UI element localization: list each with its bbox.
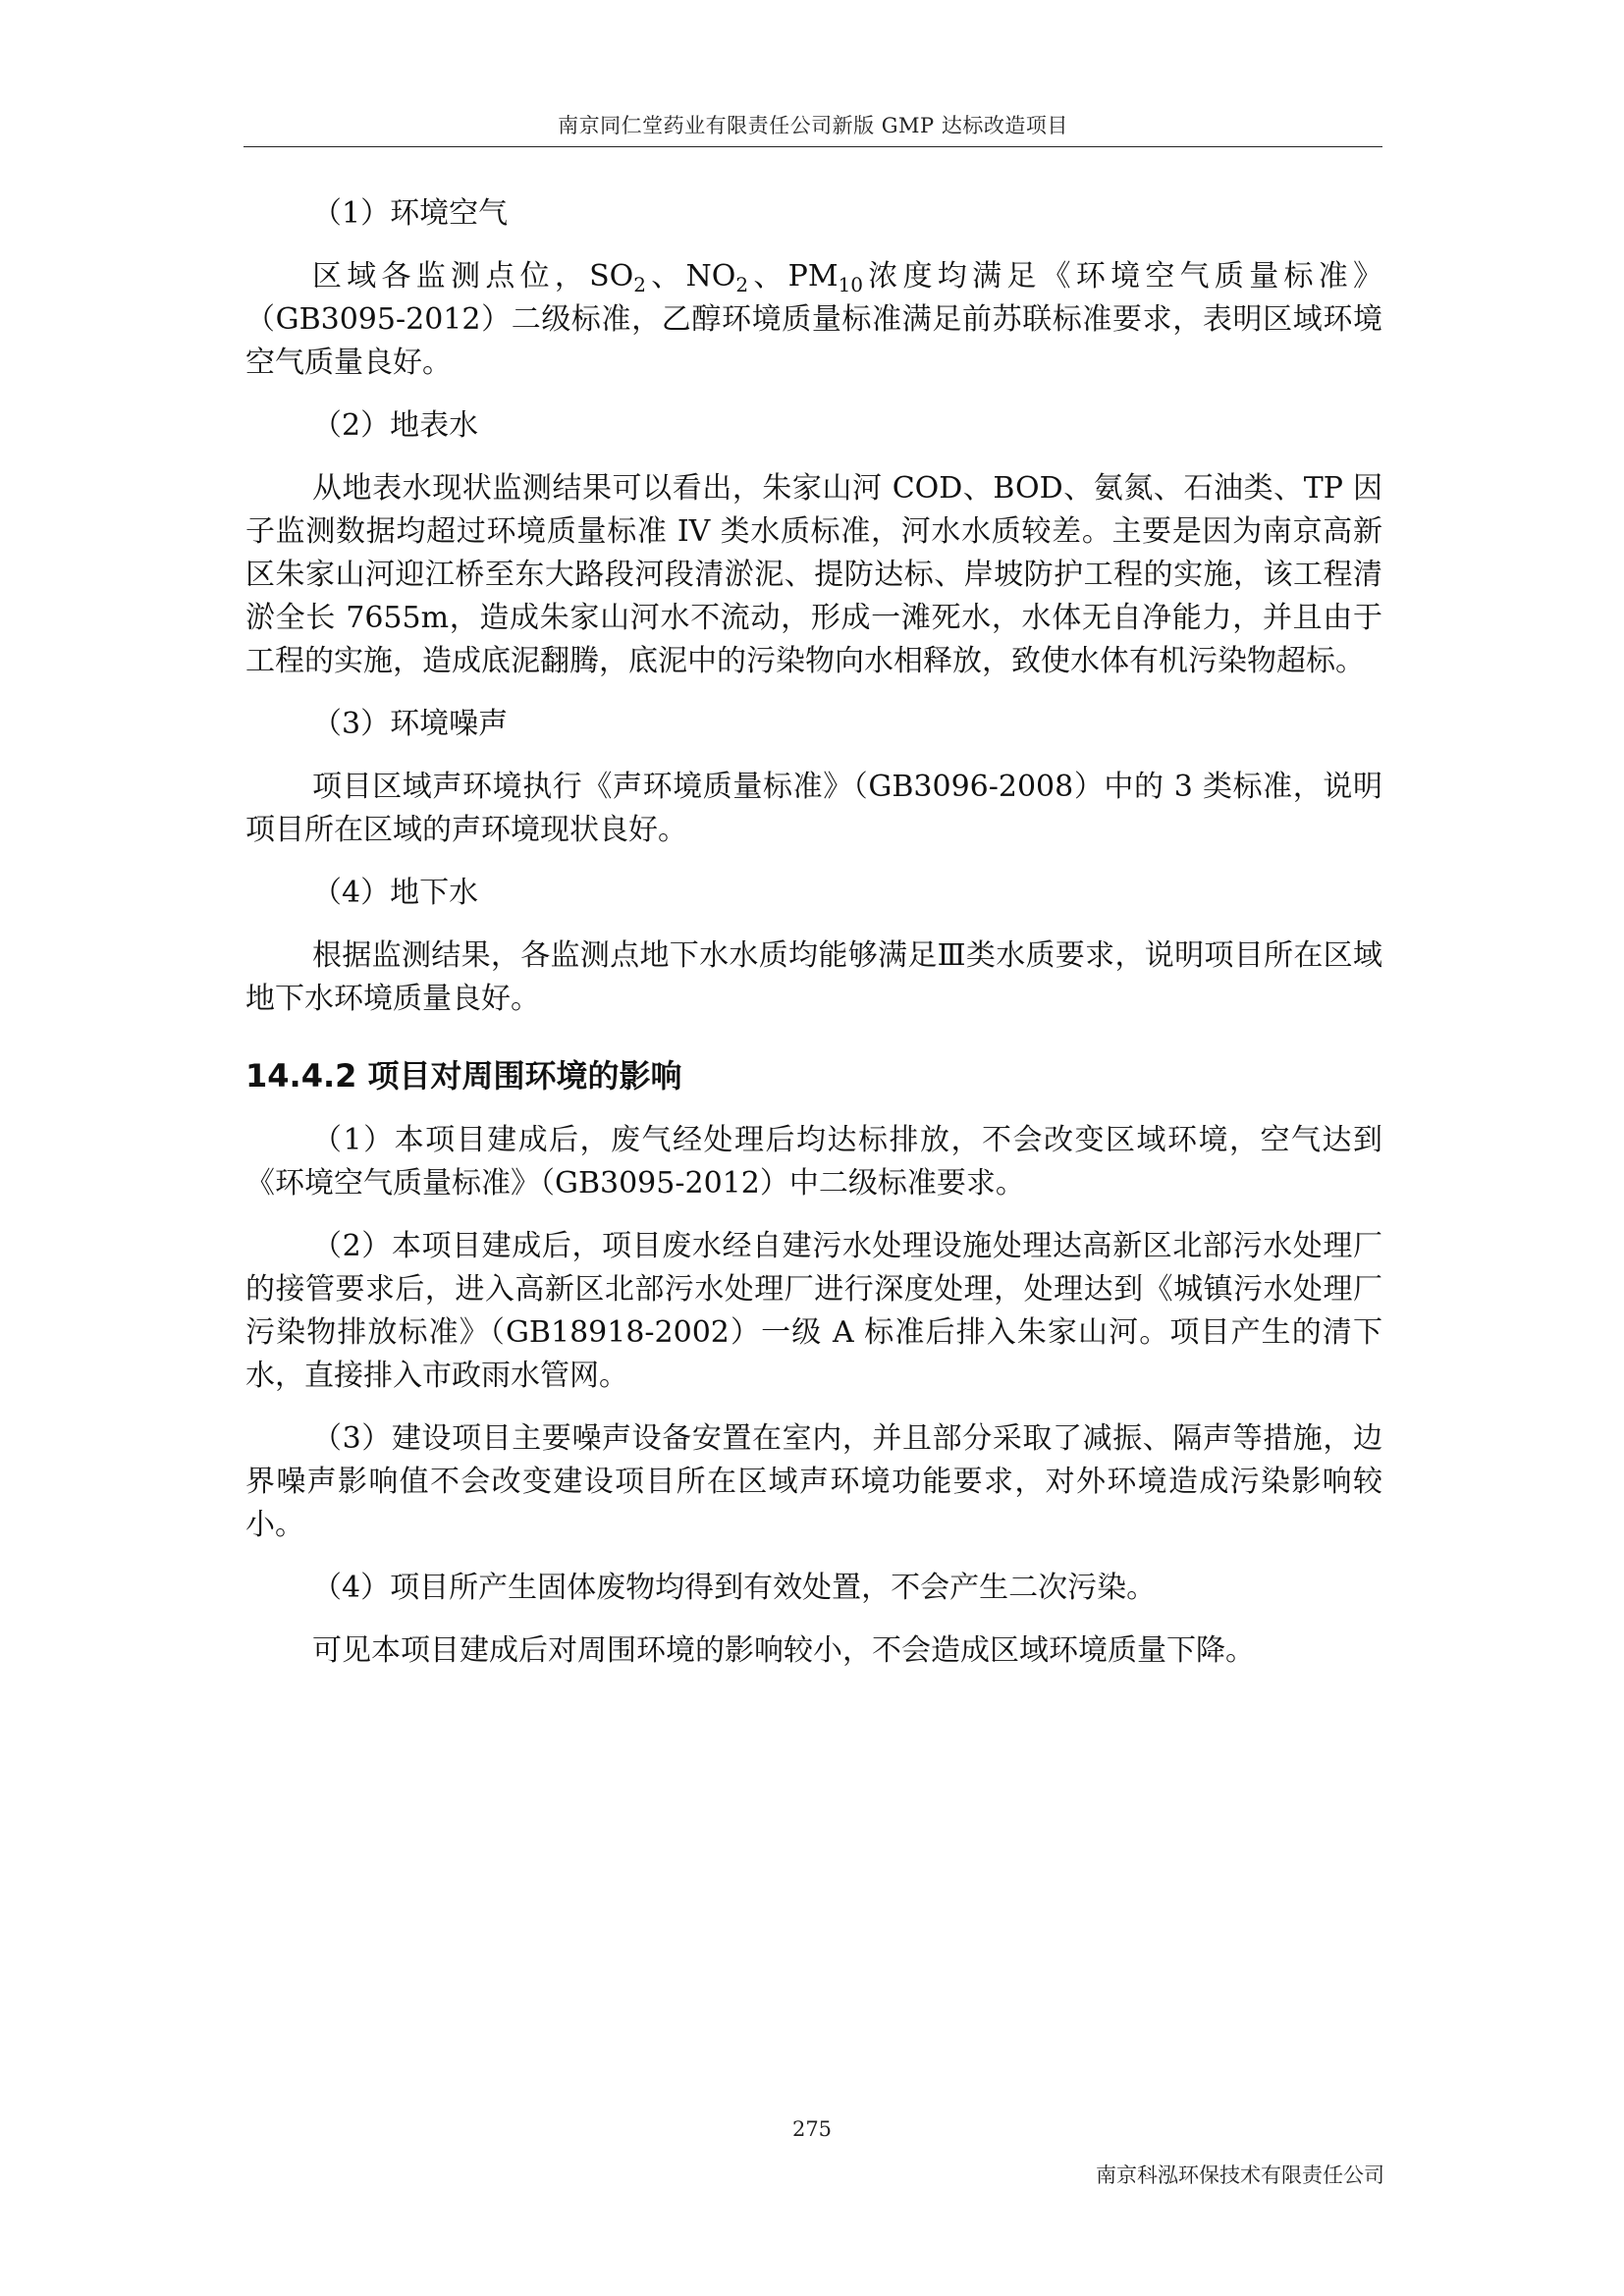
- groundwater-paragraph: 根据监测结果，各监测点地下水水质均能够满足Ⅲ类水质要求，说明项目所在区域地下水环境质量良好。: [245, 938, 1382, 1016]
- document-body: [245, 192, 1382, 1692]
- impact-waste-paragraph: （4）项目所产生固体废物均得到有效处置，不会产生二次污染。: [312, 1571, 1157, 1605]
- pm10-subscript: 10: [838, 273, 864, 296]
- groundwater-heading: （4）地下水: [312, 876, 479, 910]
- noise-heading: （3）环境噪声: [312, 707, 509, 741]
- air-text-pre: 区域各监测点位，SO: [312, 259, 634, 294]
- air-heading: （1）环境空气: [312, 196, 509, 231]
- so2-subscript: 2: [633, 273, 647, 296]
- air-text-mid2: 、PM: [748, 259, 839, 294]
- impact-air-paragraph: （1）本项目建成后，废气经处理后均达标排放，不会改变区域环境，空气达到《环境空气质量标准》（GB3095-2012）中二级标准要求。: [245, 1123, 1382, 1201]
- impact-water-paragraph: （2）本项目建成后，项目废水经自建污水处理设施处理达高新区北部污水处理厂的接管要求后，进入高新区北部污水处理厂进行深度处理，处理达到《城镇污水处理厂污染物排放标准》（GB18918-2002）一级 A 标准后排入朱家山河。项目产生的清下水，直接排入市政雨水管网。: [245, 1229, 1382, 1393]
- noise-paragraph: 项目区域声环境执行《声环境质量标准》（GB3096-2008）中的 3 类标准，说明项目所在区域的声环境现状良好。: [245, 770, 1382, 847]
- air-text-post: 浓度均满足《环境空气质量标准》（GB3095-2012）二级标准，乙醇环境质量标准满足前苏联标准要求，表明区域环境空气质量良好。: [245, 259, 1382, 380]
- footer-company: 南京科泓环保技术有限责任公司: [1096, 2163, 1384, 2187]
- header-divider: [244, 146, 1382, 147]
- impact-noise-paragraph: （3）建设项目主要噪声设备安置在室内，并且部分采取了减振、隔声等措施，边界噪声影响值不会改变建设项目所在区域声环境功能要求，对外环境造成污染影响较小。: [245, 1421, 1382, 1542]
- page-header: 南京同仁堂药业有限责任公司新版 GMP 达标改造项目: [558, 114, 1068, 137]
- no2-subscript: 2: [735, 273, 749, 296]
- water-heading: （2）地表水: [312, 408, 479, 443]
- section-title: 14.4.2 项目对周围环境的影响: [245, 1057, 682, 1095]
- page-number: 275: [791, 2117, 833, 2141]
- conclusion-paragraph: 可见本项目建成后对周围环境的影响较小，不会造成区域环境质量下降。: [312, 1633, 1255, 1668]
- air-paragraph: [245, 255, 1382, 385]
- air-text-mid1: 、NO: [646, 259, 736, 294]
- water-paragraph: 从地表水现状监测结果可以看出，朱家山河 COD、BOD、氨氮、石油类、TP 因子监测数据均超过环境质量标准 IV 类水质标准，河水水质较差。主要是因为南京高新区朱家山河迎江桥至东大路段河段清淤泥、提防达标、岸坡防护工程的实施，该工程清淤全长 7655m，造成朱家山河水不流动，形成一滩死水，水体无自净能力，并且由于工程的实施，造成底泥翻腾，底泥中的污染物向水相释放，致使水体有机污染物超标。: [245, 471, 1382, 678]
